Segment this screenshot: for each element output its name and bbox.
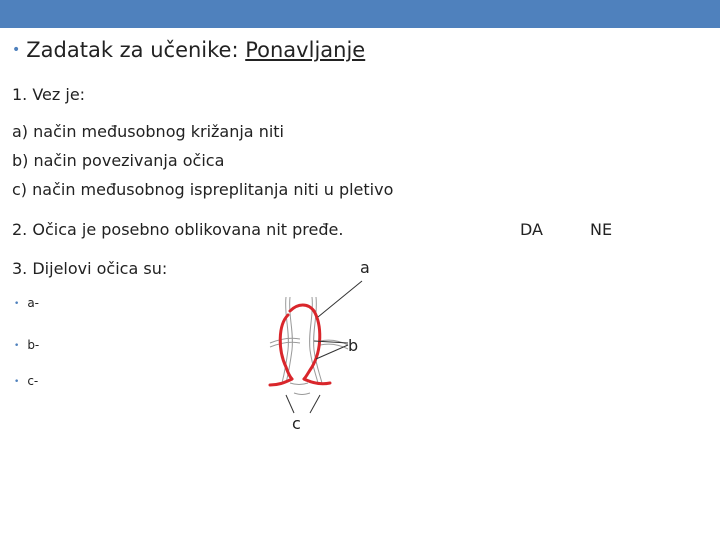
question-3: 3. Dijelovi očica su: xyxy=(12,259,168,278)
part-bullet: • xyxy=(14,299,20,309)
q1-option-b: b) način povezivanja očica xyxy=(12,151,225,170)
answer-no[interactable]: NE xyxy=(590,220,613,239)
diagram-label-a: a xyxy=(360,258,370,277)
q1-option-c: c) način međusobnog ispreplitanja niti u pletivo xyxy=(12,180,394,199)
top-accent-bar xyxy=(0,0,720,28)
part-item-a xyxy=(14,296,39,310)
diagram-label-c: c xyxy=(292,414,301,433)
part-item-b xyxy=(14,338,39,352)
slide-title xyxy=(12,38,365,62)
question-2: 2. Očica je posebno oblikovana nit pređe. xyxy=(12,220,344,239)
part-item-c xyxy=(14,374,38,388)
part-bullet: • xyxy=(14,377,20,387)
title-prefix: Zadatak za učenike: xyxy=(26,38,246,62)
part-label-b: b- xyxy=(27,338,40,352)
diagram-label-b: b xyxy=(348,336,359,355)
part-label-c: c- xyxy=(27,374,39,388)
title-bullet: • xyxy=(12,42,21,58)
answer-yes[interactable]: DA xyxy=(520,220,543,239)
part-bullet: • xyxy=(14,341,20,351)
stitch-diagram xyxy=(250,255,390,440)
title-underlined: Ponavljanje xyxy=(245,38,366,62)
part-label-a: a- xyxy=(27,296,39,310)
question-1: 1. Vez je: xyxy=(12,85,86,104)
q1-option-a: a) način međusobnog križanja niti xyxy=(12,122,284,141)
